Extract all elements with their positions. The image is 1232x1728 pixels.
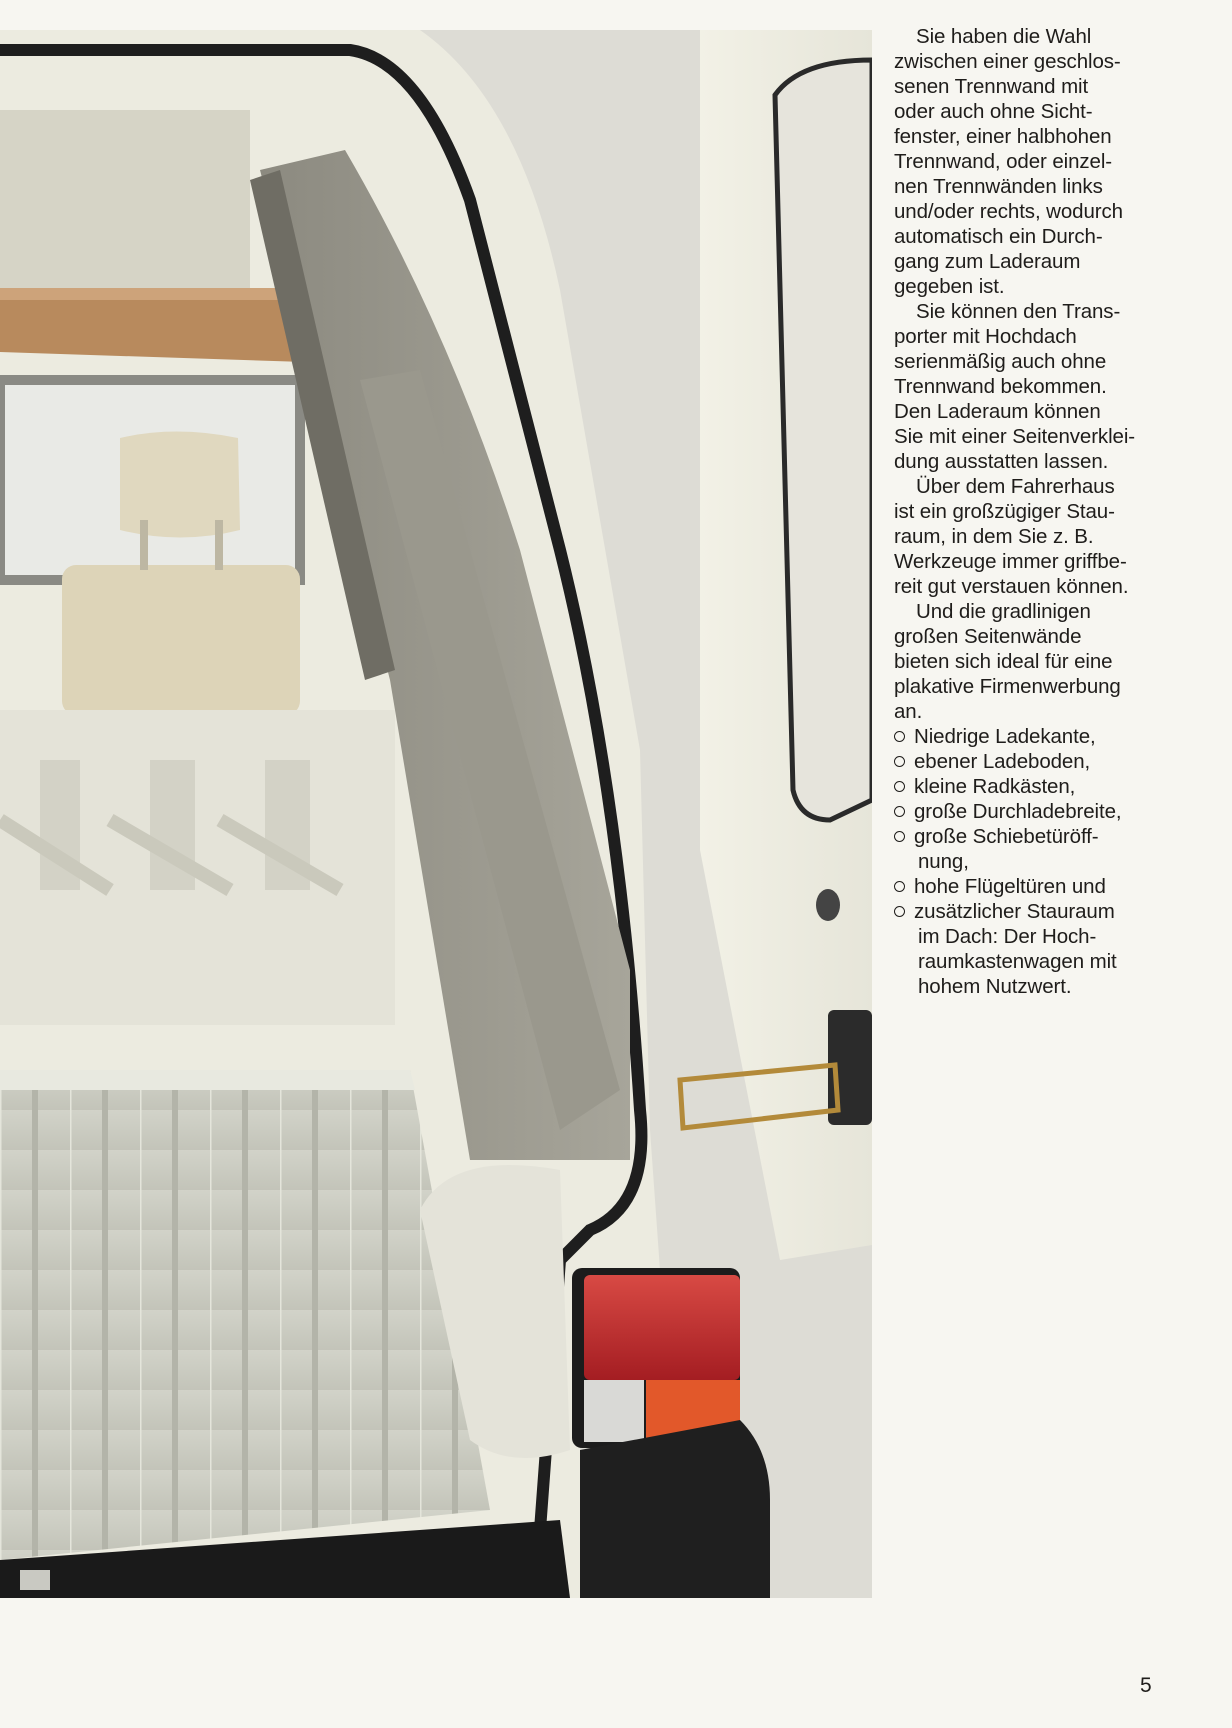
text-line: zwischen einer geschlos- [894,50,1121,73]
text-line: nen Trennwänden links [894,175,1103,198]
text-line: Sie haben die Wahl [916,25,1092,48]
bullet-circle-icon [894,756,905,767]
text-line: Trennwand, oder einzel- [894,150,1113,173]
text-line: Den Laderaum können [894,400,1101,423]
text-line: dung ausstatten lassen. [894,450,1109,473]
feature-item [894,724,1166,749]
text-line: Und die gradlinigen [916,600,1091,623]
text-line: ist ein großzügiger Stau- [894,500,1115,523]
text-line: serienmäßig auch ohne [894,350,1107,373]
text-line: reit gut verstauen können. [894,575,1129,598]
feature-text-continued: hohem Nutzwert. [918,975,1072,998]
feature-text-continued: im Dach: Der Hoch- [918,925,1097,948]
text-line: Sie können den Trans- [916,300,1121,323]
text-line: Sie mit einer Seitenverklei- [894,425,1136,448]
text-line: fenster, einer halbhohen [894,125,1112,148]
bullet-circle-icon [894,906,905,917]
bullet-circle-icon [894,831,905,842]
text-line: senen Trennwand mit [894,75,1089,98]
feature-item [894,749,1166,774]
page-number: 5 [1140,1674,1152,1697]
paragraph-storage [894,474,1166,599]
text-line: Über dem Fahrerhaus [916,475,1115,498]
feature-item [894,774,1166,799]
text-line: und/oder rechts, wodurch [894,200,1123,223]
feature-text-continued: raumkastenwagen mit [918,950,1117,973]
text-line: bieten sich ideal für eine [894,650,1113,673]
bullet-circle-icon [894,781,905,792]
feature-text: große Schiebetüröff- [914,825,1099,848]
text-line: gegeben ist. [894,275,1005,298]
text-line: Werkzeuge immer griffbe- [894,550,1127,573]
bullet-circle-icon [894,881,905,892]
text-line: automatisch ein Durch- [894,225,1103,248]
text-line: an. [894,700,923,723]
paragraph-side-walls [894,599,1166,724]
text-line: raum, in dem Sie z. B. [894,525,1094,548]
feature-text: kleine Radkästen, [914,775,1076,798]
text-line: gang zum Laderaum [894,250,1081,273]
feature-item [894,799,1166,824]
feature-text: hohe Flügeltüren und [914,875,1106,898]
feature-item [894,824,1166,849]
feature-text: große Durchladebreite, [914,800,1122,823]
feature-text: Niedrige Ladekante, [914,725,1096,748]
feature-text: zusätzlicher Stauraum [914,900,1115,923]
text-line: plakative Firmenwerbung [894,675,1121,698]
feature-item [894,874,1166,899]
text-line: porter mit Hochdach [894,325,1077,348]
van-cargo-photo [0,30,872,1598]
feature-text: ebener Ladeboden, [914,750,1091,773]
bullet-circle-icon [894,731,905,742]
paragraph-high-roof [894,299,1166,474]
text-line: Trennwand bekommen. [894,375,1107,398]
feature-list [894,724,1166,999]
bullet-circle-icon [894,806,905,817]
paragraph-partition-options [894,24,1166,299]
text-line: großen Seitenwände [894,625,1082,648]
body-text-column [894,24,1166,999]
feature-item [894,899,1166,924]
text-line: oder auch ohne Sicht- [894,100,1093,123]
feature-text-continued: nung, [918,850,969,873]
